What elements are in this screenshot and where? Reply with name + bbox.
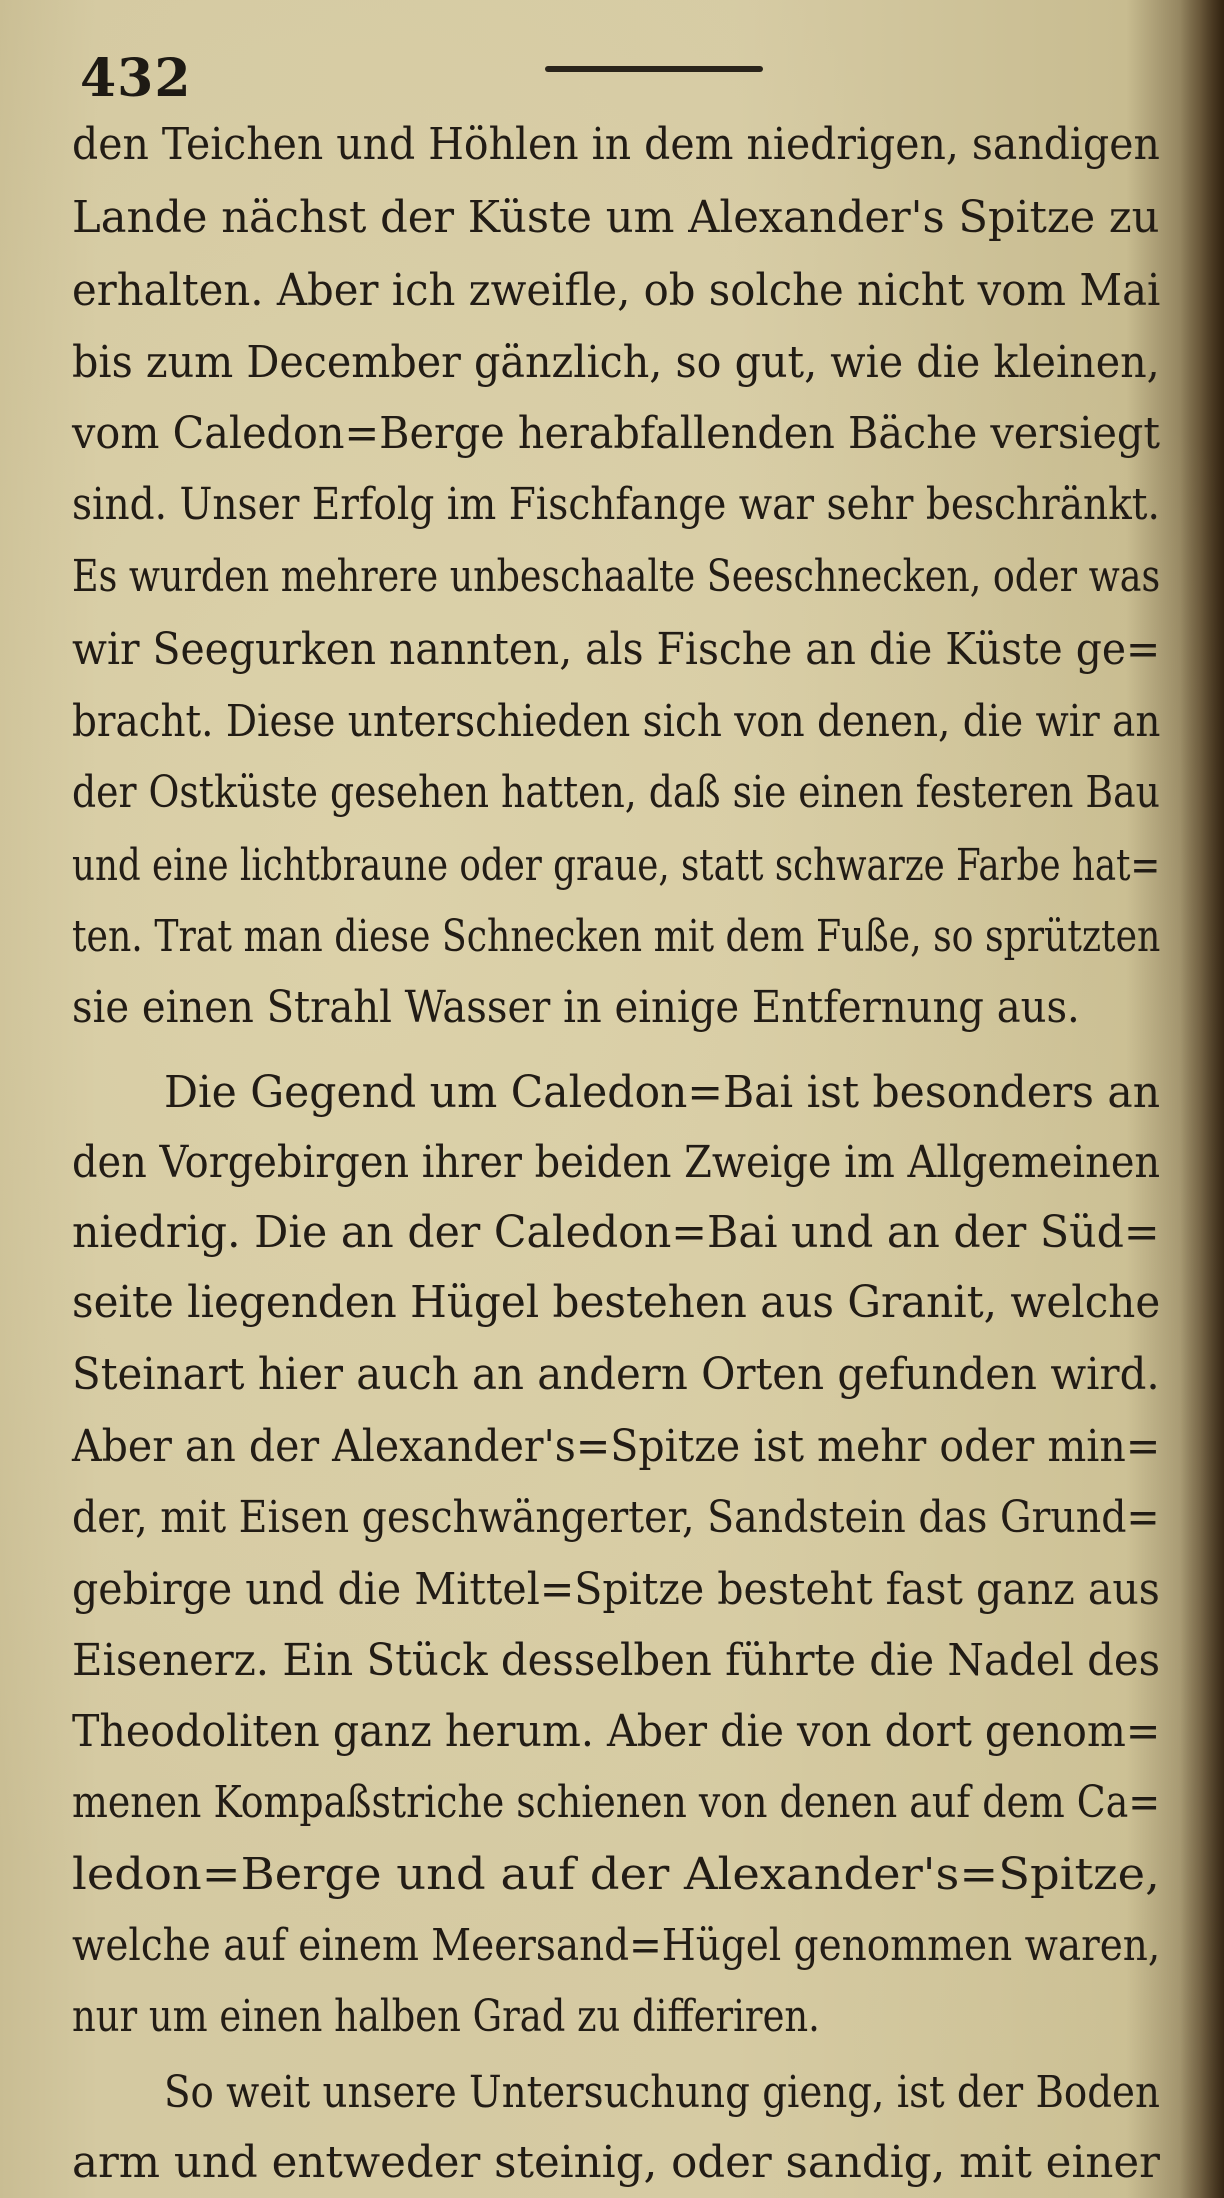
- page-number: 432: [80, 48, 192, 109]
- text-line: und eine lichtbraune oder graue, statt schwarze Farbe hat=: [72, 840, 1161, 891]
- text-line: der Ostküste gesehen hatten, daß sie einen festeren Bau: [72, 767, 1160, 818]
- text-line: niedrig. Die an der Caledon=Bai und an der Süd=: [72, 1207, 1160, 1258]
- text-line: welche auf einem Meersand=Hügel genommen waren,: [72, 1920, 1161, 1971]
- text-line: Lande nächst der Küste um Alexander's Spitze zu: [72, 192, 1160, 243]
- text-line: wir Seegurken nannten, als Fische an die Küste ge=: [72, 624, 1161, 675]
- text-line: der, mit Eisen geschwängerter, Sandstein das Grund=: [72, 1492, 1160, 1543]
- text-line: So weit unsere Untersuchung gieng, ist der Boden: [164, 2067, 1160, 2118]
- text-line: gebirge und die Mittel=Spitze besteht fast ganz aus: [72, 1564, 1160, 1615]
- text-line: seite liegenden Hügel bestehen aus Granit, welche: [72, 1277, 1161, 1328]
- text-line: Es wurden mehrere unbeschaalte Seeschnecken, oder was: [72, 551, 1161, 602]
- text-line: vom Caledon=Berge herabfallenden Bäche versiegt: [72, 408, 1161, 459]
- text-line: Eisenerz. Ein Stück desselben führte die Nadel des: [72, 1635, 1161, 1686]
- text-line: bis zum December gänzlich, so gut, wie die kleinen,: [72, 337, 1160, 388]
- text-line: bracht. Diese unterschieden sich von denen, die wir an: [72, 696, 1161, 747]
- text-line: nur um einen halben Grad zu differiren.: [72, 1991, 820, 2042]
- text-line: sind. Unser Erfolg im Fischfange war sehr beschränkt.: [72, 479, 1160, 530]
- header-rule: [545, 66, 763, 72]
- text-line: sie einen Strahl Wasser in einige Entfernung aus.: [72, 982, 1080, 1033]
- text-line: Steinart hier auch an andern Orten gefunden wird.: [72, 1349, 1160, 1400]
- text-line: den Teichen und Höhlen in dem niedrigen, sandigen: [72, 119, 1160, 170]
- page-gutter-shadow: [1180, 0, 1224, 2198]
- text-line: erhalten. Aber ich zweifle, ob solche nicht vom Mai: [72, 265, 1161, 316]
- text-line: den Vorgebirgen ihrer beiden Zweige im Allgemeinen: [72, 1137, 1161, 1188]
- text-line: menen Kompaßstriche schienen von denen auf dem Ca=: [72, 1777, 1161, 1828]
- text-line: arm und entweder steinig, oder sandig, mit einer: [72, 2137, 1160, 2188]
- text-line: Theodoliten ganz herum. Aber die von dort genom=: [72, 1706, 1161, 1757]
- text-line: ten. Trat man diese Schnecken mit dem Fuße, so sprützten: [72, 911, 1161, 962]
- text-line: ledon=Berge und auf der Alexander's=Spitze,: [72, 1849, 1160, 1900]
- text-line: Aber an der Alexander's=Spitze ist mehr oder min=: [72, 1421, 1161, 1472]
- text-line: Die Gegend um Caledon=Bai ist besonders an: [164, 1067, 1161, 1118]
